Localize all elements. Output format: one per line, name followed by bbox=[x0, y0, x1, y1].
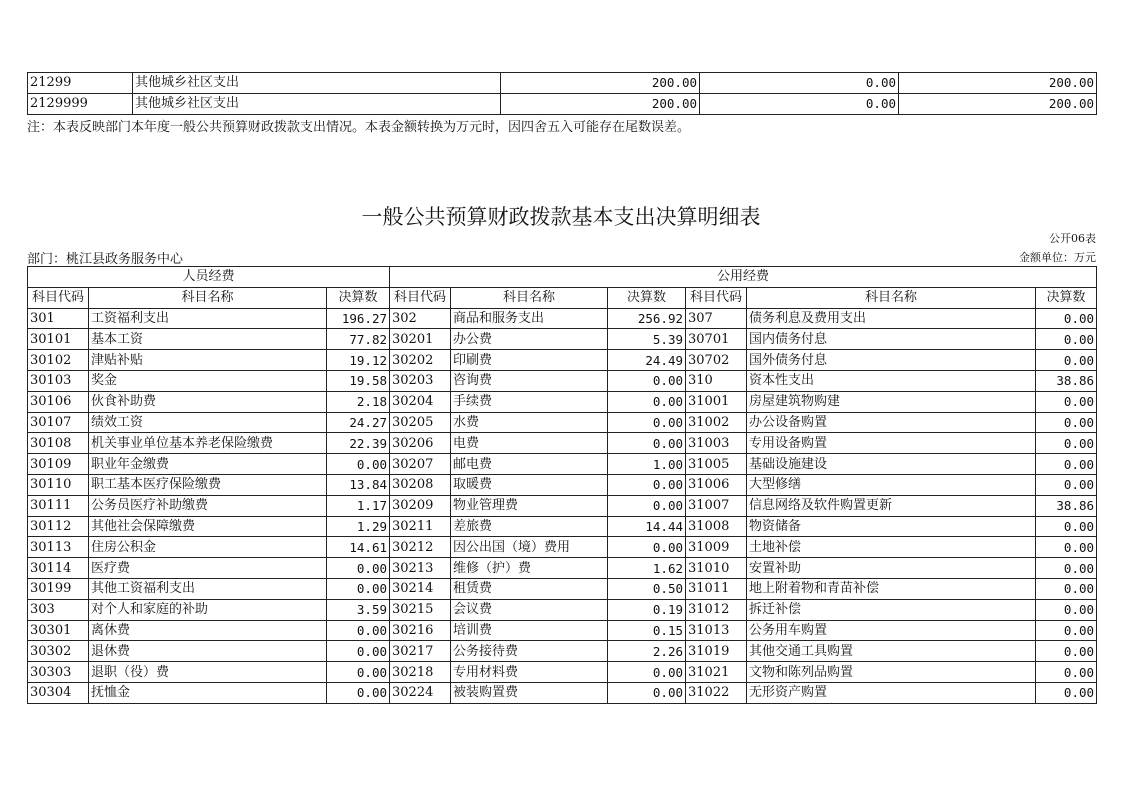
cell-amount: 0.15 bbox=[608, 620, 686, 641]
cell-amount: 19.58 bbox=[327, 370, 390, 391]
cell-code: 30702 bbox=[686, 350, 747, 371]
cell-amount: 0.19 bbox=[608, 599, 686, 620]
cell-amount: 0.00 bbox=[327, 682, 390, 703]
cell-code: 30215 bbox=[390, 599, 451, 620]
cell-amount: 0.00 bbox=[608, 391, 686, 412]
cell-name: 职工基本医疗保险缴费 bbox=[89, 474, 327, 495]
cell-amount: 0.00 bbox=[327, 641, 390, 662]
cell-code: 31002 bbox=[686, 412, 747, 433]
cell-amount: 2.18 bbox=[327, 391, 390, 412]
cell-amount: 0.00 bbox=[327, 558, 390, 579]
cell-amount: 0.00 bbox=[608, 474, 686, 495]
unit-label: 金额单位：万元 bbox=[1019, 251, 1096, 264]
table-row bbox=[28, 495, 1097, 516]
cell-code: 310 bbox=[686, 370, 747, 391]
cell-code: 30102 bbox=[28, 350, 89, 371]
cell-code: 31012 bbox=[686, 599, 747, 620]
cell-name: 因公出国（境）费用 bbox=[451, 537, 608, 558]
cell-code: 30114 bbox=[28, 558, 89, 579]
cell-name: 基本工资 bbox=[89, 329, 327, 350]
cell-amount: 24.49 bbox=[608, 350, 686, 371]
cell-name: 被装购置费 bbox=[451, 682, 608, 703]
cell-code: 31011 bbox=[686, 578, 747, 599]
department-label: 部门：桃江县政务服务中心 bbox=[27, 252, 184, 267]
cell-code: 30205 bbox=[390, 412, 451, 433]
top-cell-name: 其他城乡社区支出 bbox=[133, 94, 501, 115]
cell-name: 房屋建筑物购建 bbox=[747, 391, 1036, 412]
cell-amount: 0.00 bbox=[1036, 391, 1097, 412]
cell-name: 土地补偿 bbox=[747, 537, 1036, 558]
table-row bbox=[28, 620, 1097, 641]
cell-name: 文物和陈列品购置 bbox=[747, 662, 1036, 683]
cell-code: 30113 bbox=[28, 537, 89, 558]
top-cell-code: 21299 bbox=[28, 73, 133, 94]
cell-amount: 3.59 bbox=[327, 599, 390, 620]
cell-name: 津贴补贴 bbox=[89, 350, 327, 371]
cell-name: 无形资产购置 bbox=[747, 682, 1036, 703]
cell-code: 307 bbox=[686, 308, 747, 329]
cell-code: 30111 bbox=[28, 495, 89, 516]
cell-name: 公务用车购置 bbox=[747, 620, 1036, 641]
cell-code: 30201 bbox=[390, 329, 451, 350]
cell-amount: 0.00 bbox=[327, 662, 390, 683]
cell-code: 31010 bbox=[686, 558, 747, 579]
cell-amount: 1.17 bbox=[327, 495, 390, 516]
cell-name: 培训费 bbox=[451, 620, 608, 641]
cell-amount: 0.00 bbox=[608, 412, 686, 433]
col-header-amount: 决算数 bbox=[327, 287, 390, 308]
top-cell-amount: 200.00 bbox=[501, 94, 700, 115]
top-cell-amount: 200.00 bbox=[501, 73, 700, 94]
cell-amount: 0.00 bbox=[1036, 682, 1097, 703]
cell-name: 退职（役）费 bbox=[89, 662, 327, 683]
cell-code: 30108 bbox=[28, 433, 89, 454]
cell-amount: 13.84 bbox=[327, 474, 390, 495]
cell-amount: 77.82 bbox=[327, 329, 390, 350]
col-header-code: 科目代码 bbox=[686, 287, 747, 308]
cell-name: 国内债务付息 bbox=[747, 329, 1036, 350]
top-cell-name: 其他城乡社区支出 bbox=[133, 73, 501, 94]
cell-code: 31009 bbox=[686, 537, 747, 558]
cell-code: 30209 bbox=[390, 495, 451, 516]
cell-code: 30101 bbox=[28, 329, 89, 350]
cell-name: 退休费 bbox=[89, 641, 327, 662]
cell-name: 租赁费 bbox=[451, 578, 608, 599]
cell-name: 办公费 bbox=[451, 329, 608, 350]
cell-amount: 0.00 bbox=[1036, 537, 1097, 558]
cell-code: 31019 bbox=[686, 641, 747, 662]
top-summary-table bbox=[27, 72, 1097, 115]
cell-amount: 0.00 bbox=[1036, 350, 1097, 371]
top-note: 注：本表反映部门本年度一般公共预算财政拨款支出情况。本表金额转换为万元时，因四舍五入可能存在尾数误差。 bbox=[27, 120, 691, 135]
cell-amount: 0.00 bbox=[1036, 516, 1097, 537]
cell-code: 30701 bbox=[686, 329, 747, 350]
cell-amount: 1.29 bbox=[327, 516, 390, 537]
cell-amount: 0.00 bbox=[1036, 558, 1097, 579]
page-title: 一般公共预算财政拨款基本支出决算明细表 bbox=[361, 205, 761, 229]
cell-code: 30302 bbox=[28, 641, 89, 662]
table-row bbox=[28, 474, 1097, 495]
cell-code: 30212 bbox=[390, 537, 451, 558]
table-row bbox=[28, 454, 1097, 475]
cell-name: 邮电费 bbox=[451, 454, 608, 475]
table-row bbox=[28, 578, 1097, 599]
cell-amount: 0.00 bbox=[608, 495, 686, 516]
cell-amount: 1.00 bbox=[608, 454, 686, 475]
cell-name: 差旅费 bbox=[451, 516, 608, 537]
cell-amount: 14.61 bbox=[327, 537, 390, 558]
cell-amount: 0.00 bbox=[1036, 454, 1097, 475]
table-row bbox=[28, 662, 1097, 683]
cell-code: 30217 bbox=[390, 641, 451, 662]
cell-name: 资本性支出 bbox=[747, 370, 1036, 391]
col-header-name: 科目名称 bbox=[89, 287, 327, 308]
cell-amount: 0.00 bbox=[1036, 599, 1097, 620]
table-row bbox=[28, 412, 1097, 433]
cell-name: 印刷费 bbox=[451, 350, 608, 371]
cell-name: 信息网络及软件购置更新 bbox=[747, 495, 1036, 516]
cell-amount: 14.44 bbox=[608, 516, 686, 537]
form-code: 公开06表 bbox=[1049, 232, 1096, 245]
cell-amount: 19.12 bbox=[327, 350, 390, 371]
cell-code: 30213 bbox=[390, 558, 451, 579]
cell-name: 公务接待费 bbox=[451, 641, 608, 662]
cell-code: 31006 bbox=[686, 474, 747, 495]
cell-code: 30218 bbox=[390, 662, 451, 683]
cell-name: 维修（护）费 bbox=[451, 558, 608, 579]
table-row bbox=[28, 599, 1097, 620]
cell-name: 工资福利支出 bbox=[89, 308, 327, 329]
cell-name: 大型修缮 bbox=[747, 474, 1036, 495]
top-cell-amount: 0.00 bbox=[700, 94, 899, 115]
table-row bbox=[28, 641, 1097, 662]
table-row bbox=[28, 308, 1097, 329]
cell-code: 30224 bbox=[390, 682, 451, 703]
cell-amount: 0.00 bbox=[1036, 412, 1097, 433]
detail-table bbox=[27, 266, 1097, 704]
top-cell-code: 2129999 bbox=[28, 94, 133, 115]
cell-code: 31008 bbox=[686, 516, 747, 537]
cell-code: 31007 bbox=[686, 495, 747, 516]
cell-name: 物资储备 bbox=[747, 516, 1036, 537]
table-row bbox=[28, 537, 1097, 558]
cell-code: 303 bbox=[28, 599, 89, 620]
cell-name: 其他社会保障缴费 bbox=[89, 516, 327, 537]
cell-name: 其他交通工具购置 bbox=[747, 641, 1036, 662]
cell-name: 办公设备购置 bbox=[747, 412, 1036, 433]
cell-code: 302 bbox=[390, 308, 451, 329]
cell-code: 30110 bbox=[28, 474, 89, 495]
cell-name: 职业年金缴费 bbox=[89, 454, 327, 475]
cell-name: 安置补助 bbox=[747, 558, 1036, 579]
cell-amount: 0.00 bbox=[1036, 308, 1097, 329]
cell-amount: 0.00 bbox=[608, 370, 686, 391]
cell-name: 专用设备购置 bbox=[747, 433, 1036, 454]
cell-amount: 0.00 bbox=[1036, 641, 1097, 662]
cell-code: 30206 bbox=[390, 433, 451, 454]
cell-name: 伙食补助费 bbox=[89, 391, 327, 412]
cell-name: 对个人和家庭的补助 bbox=[89, 599, 327, 620]
table-row bbox=[28, 433, 1097, 454]
cell-name: 商品和服务支出 bbox=[451, 308, 608, 329]
table-row bbox=[28, 94, 1097, 115]
table-row bbox=[28, 558, 1097, 579]
cell-name: 会议费 bbox=[451, 599, 608, 620]
cell-amount: 2.26 bbox=[608, 641, 686, 662]
table-row bbox=[28, 682, 1097, 703]
cell-code: 30303 bbox=[28, 662, 89, 683]
table-row bbox=[28, 350, 1097, 371]
cell-name: 地上附着物和青苗补偿 bbox=[747, 578, 1036, 599]
cell-code: 30203 bbox=[390, 370, 451, 391]
cell-code: 31003 bbox=[686, 433, 747, 454]
cell-code: 31022 bbox=[686, 682, 747, 703]
cell-name: 抚恤金 bbox=[89, 682, 327, 703]
cell-name: 国外债务付息 bbox=[747, 350, 1036, 371]
cell-code: 30107 bbox=[28, 412, 89, 433]
cell-amount: 0.00 bbox=[608, 662, 686, 683]
cell-code: 30208 bbox=[390, 474, 451, 495]
cell-name: 电费 bbox=[451, 433, 608, 454]
cell-name: 咨询费 bbox=[451, 370, 608, 391]
cell-amount: 22.39 bbox=[327, 433, 390, 454]
cell-name: 手续费 bbox=[451, 391, 608, 412]
cell-name: 医疗费 bbox=[89, 558, 327, 579]
cell-code: 30211 bbox=[390, 516, 451, 537]
cell-code: 30103 bbox=[28, 370, 89, 391]
cell-code: 31001 bbox=[686, 391, 747, 412]
top-cell-amount: 200.00 bbox=[899, 73, 1097, 94]
cell-name: 专用材料费 bbox=[451, 662, 608, 683]
cell-name: 住房公积金 bbox=[89, 537, 327, 558]
cell-amount: 0.00 bbox=[1036, 433, 1097, 454]
table-row bbox=[28, 73, 1097, 94]
cell-code: 30112 bbox=[28, 516, 89, 537]
col-header-code: 科目代码 bbox=[390, 287, 451, 308]
cell-name: 债务利息及费用支出 bbox=[747, 308, 1036, 329]
cell-code: 30199 bbox=[28, 578, 89, 599]
cell-amount: 38.86 bbox=[1036, 495, 1097, 516]
cell-code: 30204 bbox=[390, 391, 451, 412]
cell-code: 31013 bbox=[686, 620, 747, 641]
cell-amount: 0.00 bbox=[1036, 662, 1097, 683]
top-cell-amount: 200.00 bbox=[899, 94, 1097, 115]
cell-code: 30106 bbox=[28, 391, 89, 412]
col-header-name: 科目名称 bbox=[747, 287, 1036, 308]
cell-amount: 0.00 bbox=[1036, 329, 1097, 350]
group-header-public: 公用经费 bbox=[390, 267, 1097, 288]
col-header-amount: 决算数 bbox=[608, 287, 686, 308]
cell-amount: 1.62 bbox=[608, 558, 686, 579]
cell-code: 301 bbox=[28, 308, 89, 329]
cell-name: 其他工资福利支出 bbox=[89, 578, 327, 599]
table-row bbox=[28, 370, 1097, 391]
cell-code: 30216 bbox=[390, 620, 451, 641]
cell-name: 物业管理费 bbox=[451, 495, 608, 516]
cell-name: 拆迁补偿 bbox=[747, 599, 1036, 620]
cell-amount: 5.39 bbox=[608, 329, 686, 350]
cell-amount: 0.00 bbox=[1036, 474, 1097, 495]
cell-code: 30301 bbox=[28, 620, 89, 641]
cell-amount: 38.86 bbox=[1036, 370, 1097, 391]
cell-amount: 196.27 bbox=[327, 308, 390, 329]
cell-amount: 24.27 bbox=[327, 412, 390, 433]
cell-amount: 0.00 bbox=[1036, 620, 1097, 641]
cell-amount: 0.00 bbox=[327, 578, 390, 599]
cell-code: 30214 bbox=[390, 578, 451, 599]
group-header-personnel: 人员经费 bbox=[28, 267, 390, 288]
cell-amount: 0.00 bbox=[608, 537, 686, 558]
cell-amount: 0.00 bbox=[608, 682, 686, 703]
cell-amount: 0.00 bbox=[608, 433, 686, 454]
cell-code: 30109 bbox=[28, 454, 89, 475]
cell-name: 取暖费 bbox=[451, 474, 608, 495]
col-header-code: 科目代码 bbox=[28, 287, 89, 308]
col-header-amount: 决算数 bbox=[1036, 287, 1097, 308]
col-header-name: 科目名称 bbox=[451, 287, 608, 308]
top-cell-amount: 0.00 bbox=[700, 73, 899, 94]
cell-code: 31005 bbox=[686, 454, 747, 475]
cell-amount: 0.00 bbox=[327, 620, 390, 641]
cell-name: 基础设施建设 bbox=[747, 454, 1036, 475]
cell-code: 30202 bbox=[390, 350, 451, 371]
cell-code: 31021 bbox=[686, 662, 747, 683]
cell-amount: 0.00 bbox=[1036, 578, 1097, 599]
cell-name: 公务员医疗补助缴费 bbox=[89, 495, 327, 516]
cell-name: 奖金 bbox=[89, 370, 327, 391]
cell-amount: 256.92 bbox=[608, 308, 686, 329]
cell-amount: 0.50 bbox=[608, 578, 686, 599]
table-row bbox=[28, 329, 1097, 350]
table-row bbox=[28, 391, 1097, 412]
cell-amount: 0.00 bbox=[327, 454, 390, 475]
cell-name: 水费 bbox=[451, 412, 608, 433]
cell-name: 绩效工资 bbox=[89, 412, 327, 433]
cell-name: 离休费 bbox=[89, 620, 327, 641]
cell-code: 30207 bbox=[390, 454, 451, 475]
cell-name: 机关事业单位基本养老保险缴费 bbox=[89, 433, 327, 454]
cell-code: 30304 bbox=[28, 682, 89, 703]
table-row bbox=[28, 516, 1097, 537]
